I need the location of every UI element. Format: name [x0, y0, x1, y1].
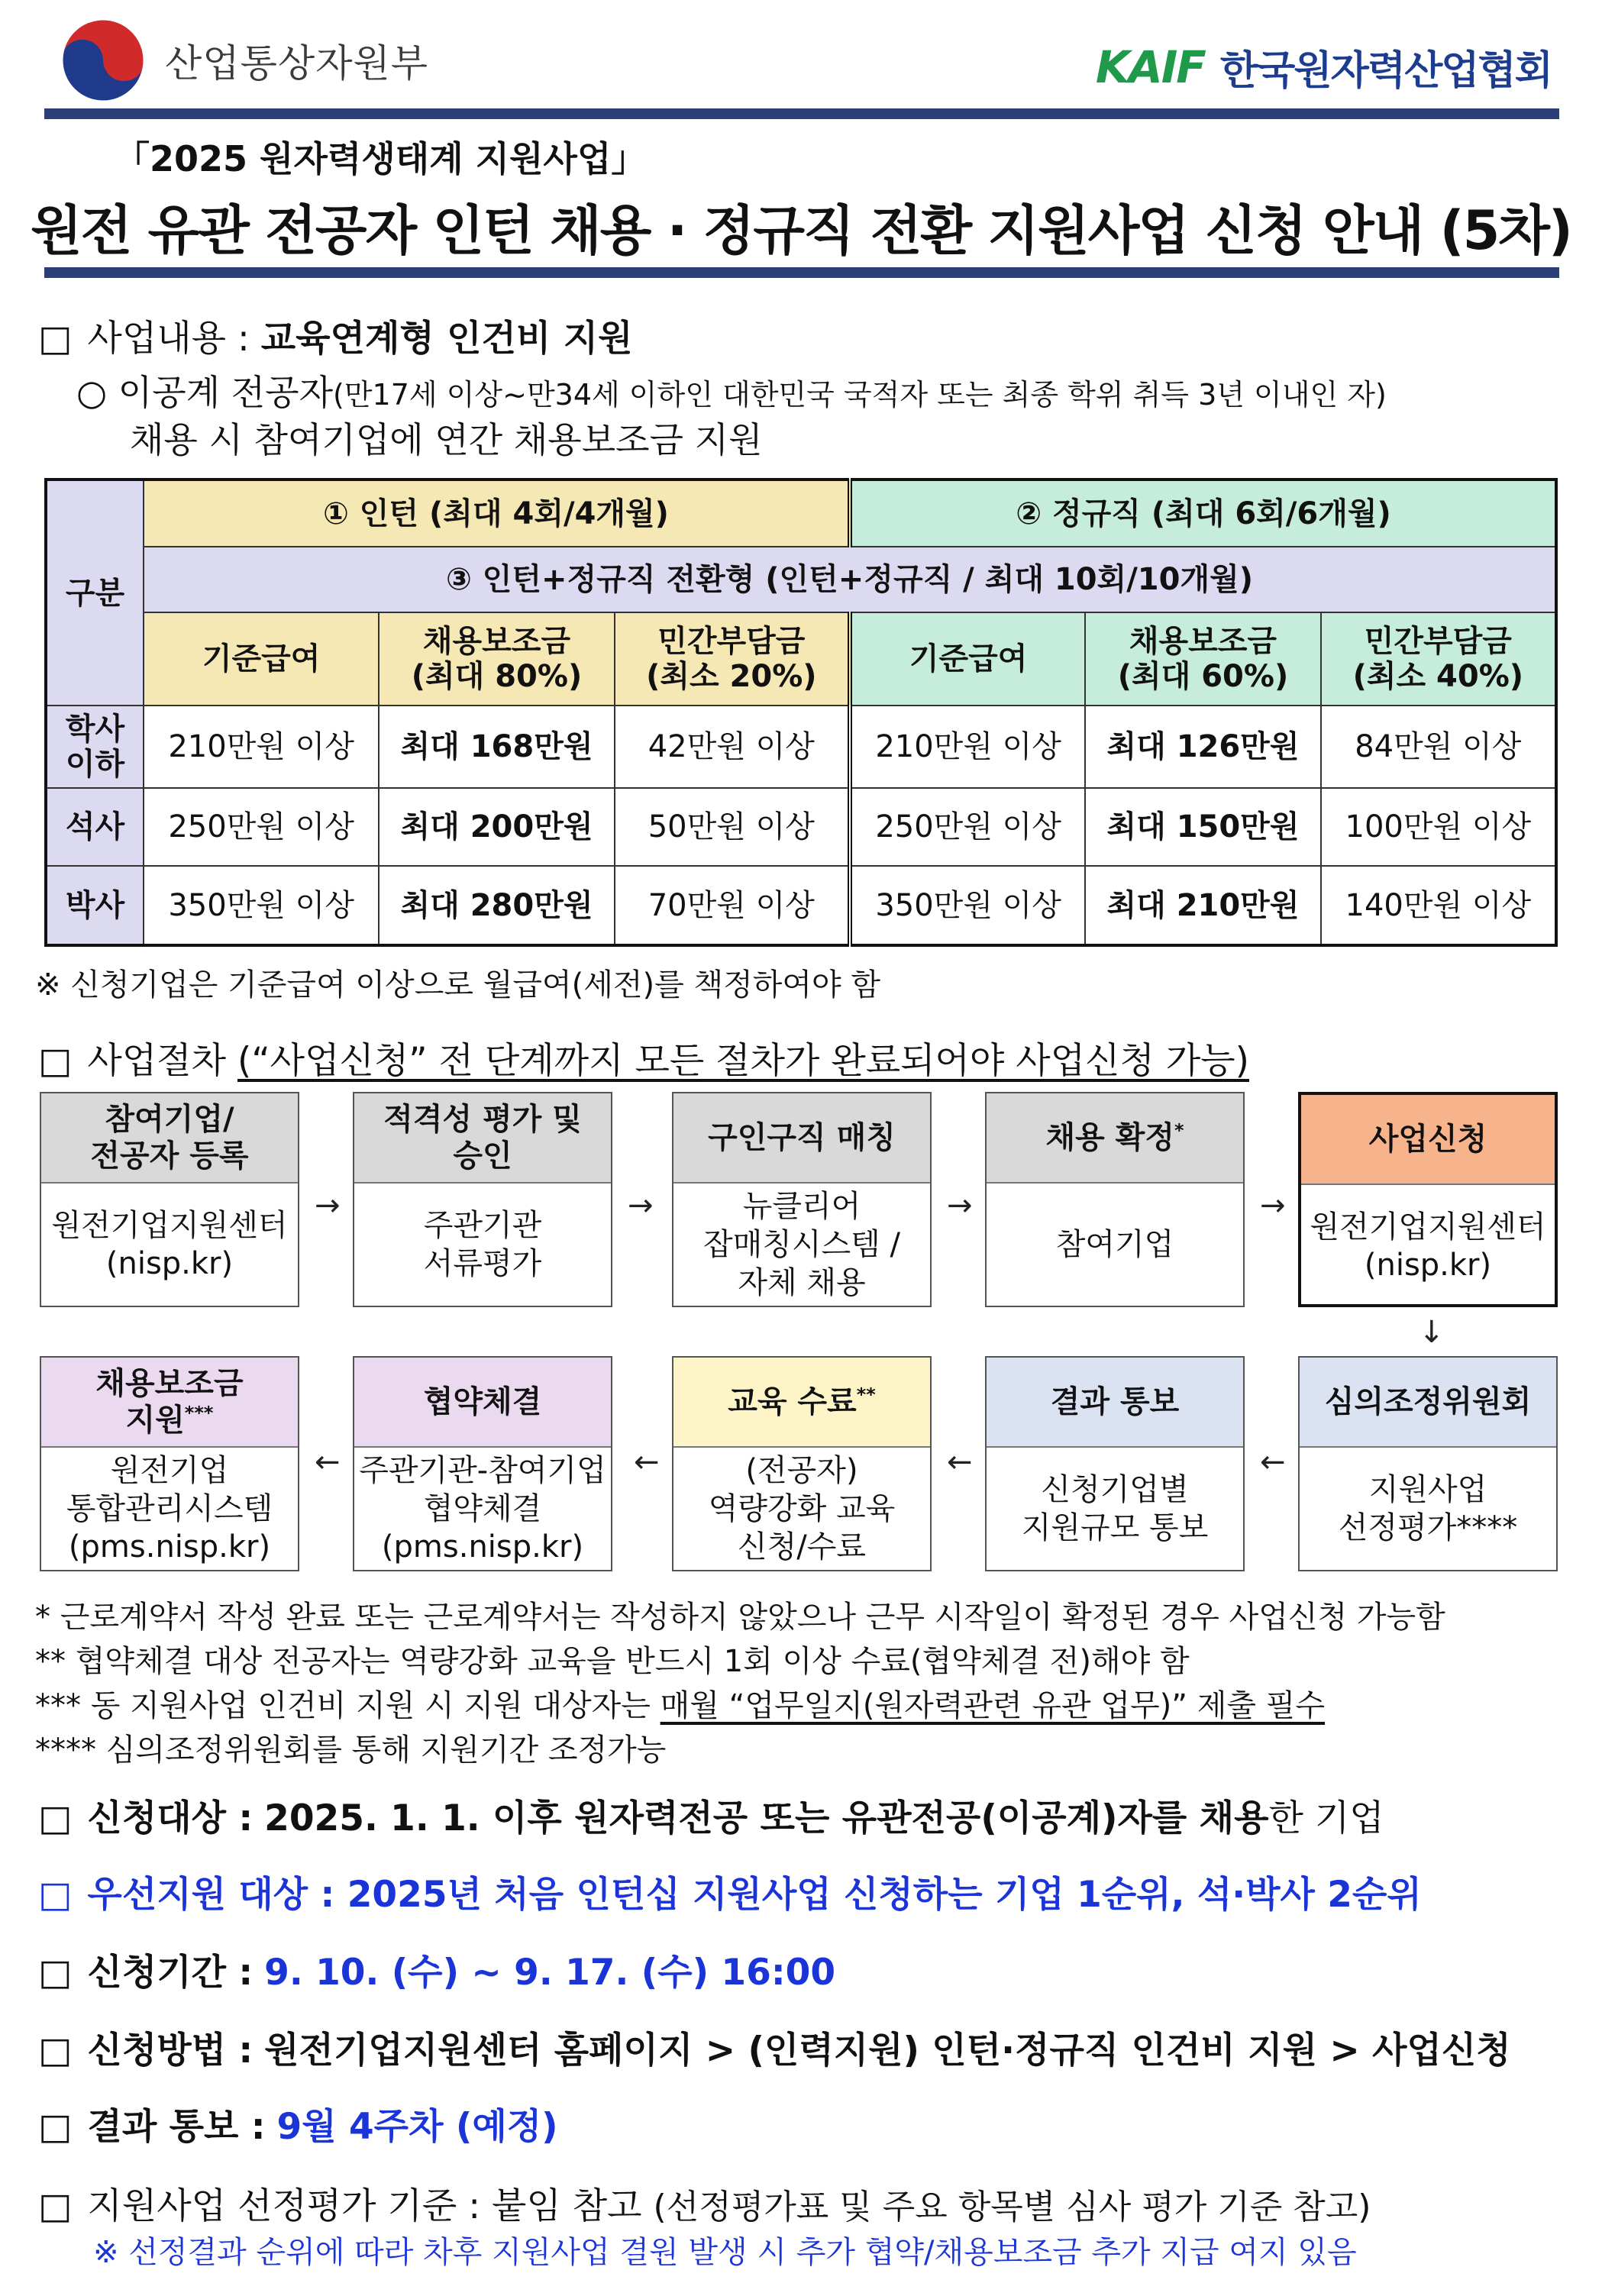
footnote-mark: ** — [856, 1384, 876, 1406]
table-row — [46, 788, 1556, 866]
step-body-l1: 주관기관-참여기업 — [359, 1453, 606, 1488]
col-subsidy-regular-l2: (최대 60%) — [1117, 659, 1289, 694]
footnote-1: * 근로계약서 작성 완료 또는 근로계약서는 작성하지 않았으나 근무 시작일이 확정된 경우 사업신청 가능함 — [35, 1600, 1445, 1635]
period-label: 신청기간 : — [87, 1952, 254, 1994]
step-body-l1: 뉴클리어 — [742, 1189, 861, 1224]
left-arrow-icon: ← — [1260, 1445, 1286, 1480]
cell-intern-private: 70만원 이상 — [615, 866, 850, 945]
step-matching — [672, 1092, 932, 1307]
col-subsidy-intern — [379, 612, 614, 706]
step-title: 교육 수료 — [728, 1384, 857, 1419]
business-content-line — [38, 310, 633, 361]
cell-intern-base: 250만원 이상 — [144, 788, 379, 866]
col-subsidy-intern-l2: (최대 80%) — [411, 659, 583, 694]
checkbox-bullet: □ — [38, 318, 73, 360]
col-base-salary-regular: 기준급여 — [850, 612, 1085, 706]
cell-regular-base: 210만원 이상 — [850, 706, 1085, 788]
col-private-regular — [1321, 612, 1556, 706]
footnote-3 — [35, 1681, 1325, 1725]
document-header — [0, 0, 1602, 115]
step-title: 채용 확정 — [1045, 1120, 1174, 1155]
cell-regular-subsidy: 최대 210만원 — [1085, 866, 1320, 945]
procedure-label: 사업절차 — [87, 1040, 227, 1082]
kaif-logo-mark: KAIF — [1095, 40, 1205, 93]
checkbox-bullet: □ — [38, 2106, 73, 2148]
checkbox-bullet: □ — [38, 2185, 73, 2227]
col-private-intern-l1: 민간부담금 — [657, 624, 806, 659]
step-review-committee — [1298, 1356, 1558, 1571]
ministry-name: 산업통상자원부 — [165, 41, 429, 86]
step-body-l2: 지원규모 통보 — [1021, 1510, 1209, 1545]
cell-intern-subsidy: 최대 168만원 — [379, 706, 614, 788]
step-body-l3: 자체 채용 — [738, 1265, 866, 1300]
period-line — [38, 1944, 835, 1995]
kaif-logo — [1096, 38, 1552, 95]
col-subsidy-regular — [1085, 612, 1320, 706]
step-title-l1: 참여기업/ — [105, 1102, 234, 1137]
subsidy-text: 채용 시 참여기업에 연간 채용보조금 지원 — [130, 419, 763, 460]
degree-bachelor-l1: 학사 — [65, 712, 125, 747]
eligibility-detail: (만17세 이상~만34세 이하인 대한민국 국적자 또는 최종 학위 취득 3년 이내인 자) — [333, 378, 1387, 412]
step-agreement — [353, 1356, 612, 1571]
footnote-2: ** 협약체결 대상 전공자는 역량강화 교육을 반드시 1회 이상 수료(협약체결 전)해야 함 — [35, 1644, 1190, 1679]
left-arrow-icon: ← — [634, 1445, 660, 1480]
col-private-regular-l1: 민간부담금 — [1364, 624, 1512, 659]
step-title: 사업신청 — [1368, 1122, 1487, 1157]
footnote-mark: *** — [184, 1402, 214, 1424]
down-arrow-icon: ↓ — [1419, 1315, 1445, 1350]
business-label: 사업내용 : — [87, 318, 250, 360]
criteria-label: 지원사업 선정평가 기준 : 붙임 참고 — [87, 2185, 642, 2227]
cell-regular-base: 250만원 이상 — [850, 788, 1085, 866]
ministry-logo — [58, 18, 428, 102]
target-value: 2025. 1. 1. 이후 원자력전공 또는 유관전공(이공계)자를 채용 — [264, 1797, 1269, 1839]
step-body-l1: 주관기관 — [423, 1208, 542, 1243]
degree-doctor: 박사 — [46, 866, 144, 945]
right-arrow-icon: → — [947, 1188, 973, 1223]
priority-line — [38, 1866, 1422, 1917]
method-label: 신청방법 : — [87, 2030, 254, 2072]
degree-bachelor-l2: 이하 — [65, 747, 125, 782]
table-row — [46, 866, 1556, 945]
cell-regular-private: 100만원 이상 — [1321, 788, 1556, 866]
table-row — [46, 706, 1556, 788]
cell-intern-subsidy: 최대 200만원 — [379, 788, 614, 866]
step-title: 협약체결 — [423, 1384, 542, 1419]
cell-intern-private: 50만원 이상 — [615, 788, 850, 866]
target-value-rest: 한 기업 — [1268, 1797, 1384, 1839]
subsidy-table — [44, 478, 1558, 947]
taeguk-emblem-icon — [58, 15, 148, 105]
table-note: ※ 신청기업은 기준급여 이상으로 월급여(세전)를 책정하여야 함 — [35, 967, 881, 1003]
kaif-name: 한국원자력산업협회 — [1219, 48, 1552, 94]
step-body-l1: 지원사업 — [1368, 1472, 1487, 1507]
method-value: 원전기업지원센터 홈페이지 > (인력지원) 인턴·정규직 인건비 지원 > 사업신청 — [264, 2030, 1511, 2072]
footnote-3-text: *** 동 지원사업 인건비 지원 시 지원 대상자는 — [35, 1688, 661, 1723]
step-body-l2: 선정평가**** — [1338, 1510, 1518, 1545]
step-title-l2: 지원 — [125, 1403, 185, 1438]
step-body-l1: 원전기업 — [110, 1453, 229, 1488]
title-top-rule — [44, 108, 1559, 119]
checkbox-bullet: □ — [38, 2030, 73, 2072]
right-arrow-icon: → — [628, 1188, 654, 1223]
cell-regular-subsidy: 최대 150만원 — [1085, 788, 1320, 866]
step-body-l2: (nisp.kr) — [105, 1246, 234, 1281]
step-body-l2: 잡매칭시스템 / — [702, 1227, 901, 1262]
step-education — [672, 1356, 932, 1571]
footnote-4: **** 심의조정위원회를 통해 지원기간 조정가능 — [35, 1732, 667, 1768]
title-bottom-rule — [44, 267, 1559, 278]
procedure-line — [38, 1032, 1249, 1083]
col-subsidy-intern-l1: 채용보조금 — [422, 624, 571, 659]
step-title-l1: 채용보조금 — [95, 1366, 244, 1401]
period-value: 9. 10. (수) ~ 9. 17. (수) 16:00 — [264, 1952, 836, 1994]
page-title: 원전 유관 전공자 인턴 채용 · 정규직 전환 지원사업 신청 안내 (5차) — [31, 199, 1571, 262]
step-body-l2: 역량강화 교육 — [708, 1491, 896, 1526]
step-apply — [1298, 1092, 1558, 1307]
col-private-intern-l2: (최소 20%) — [646, 659, 817, 694]
cell-intern-base: 210만원 이상 — [144, 706, 379, 788]
step-body-l1: 신청기업별 — [1041, 1472, 1189, 1507]
target-label: 신청대상 : — [87, 1797, 254, 1839]
checkbox-bullet: □ — [38, 1040, 73, 1082]
result-label: 결과 통보 : — [87, 2106, 266, 2148]
regular-header: ② 정규직 (최대 6회/6개월) — [850, 480, 1556, 547]
right-arrow-icon: → — [1260, 1188, 1286, 1223]
col-private-regular-l2: (최소 40%) — [1352, 659, 1524, 694]
result-line — [38, 2098, 558, 2149]
cell-regular-private: 140만원 이상 — [1321, 866, 1556, 945]
step-body-l3: (pms.nisp.kr) — [381, 1529, 584, 1565]
right-arrow-icon: → — [315, 1188, 341, 1223]
step-body-l1: 원전기업지원센터 — [1310, 1209, 1546, 1245]
step-register — [40, 1092, 299, 1307]
cell-regular-subsidy: 최대 126만원 — [1085, 706, 1320, 788]
eligibility-main: 이공계 전공자 — [118, 372, 334, 413]
step-subsidy-payment — [40, 1356, 299, 1571]
circle-bullet: ○ — [76, 372, 108, 413]
step-title-l2: 승인 — [453, 1138, 512, 1174]
step-body-l2: 서류평가 — [423, 1246, 542, 1281]
step-body-l1: (전공자) — [745, 1453, 858, 1488]
program-subtitle: 「2025 원자력생태계 지원사업」 — [115, 138, 647, 179]
method-line — [38, 2022, 1511, 2073]
step-title-l2: 전공자 등록 — [90, 1138, 249, 1174]
checkbox-bullet: □ — [38, 1797, 73, 1839]
cell-regular-base: 350만원 이상 — [850, 866, 1085, 945]
cell-intern-base: 350만원 이상 — [144, 866, 379, 945]
checkbox-bullet: □ — [38, 1952, 73, 1994]
step-body-l3: (pms.nisp.kr) — [68, 1529, 271, 1565]
degree-master: 석사 — [46, 788, 144, 866]
col-subsidy-regular-l1: 채용보조금 — [1129, 624, 1277, 659]
criteria-note: ※ 선정결과 순위에 따라 차후 지원사업 결원 발생 시 추가 협약/채용보조금 추가 지급 여지 있음 — [93, 2235, 1357, 2270]
col-private-intern — [615, 612, 850, 706]
conversion-header: ③ 인턴+정규직 전환형 (인턴+정규직 / 최대 10회/10개월) — [144, 547, 1556, 612]
step-body-l2: 통합관리시스템 — [66, 1491, 273, 1526]
left-arrow-icon: ← — [947, 1445, 973, 1480]
procedure-note: (“사업신청” 전 단계까지 모든 절차가 완료되어야 사업신청 가능) — [237, 1040, 1249, 1082]
col-base-salary-intern: 기준급여 — [144, 612, 379, 706]
table-gubun-header: 구분 — [46, 480, 144, 706]
footnote-mark: * — [1174, 1119, 1184, 1142]
step-body-l2: (nisp.kr) — [1364, 1248, 1492, 1283]
footnote-3-emphasis: 매월 “업무일지(원자력관련 유관 업무)” 제출 필수 — [660, 1688, 1325, 1723]
result-value: 9월 4주차 (예정) — [276, 2106, 558, 2148]
step-body-l1: 원전기업지원센터 — [51, 1208, 288, 1243]
step-title: 구인구직 매칭 — [708, 1120, 896, 1155]
cell-intern-private: 42만원 이상 — [615, 706, 850, 788]
step-title: 심의조정위원회 — [1324, 1384, 1532, 1419]
intern-header: ① 인턴 (최대 4회/4개월) — [144, 480, 850, 547]
checkbox-bullet: □ — [38, 1874, 73, 1916]
step-hire-confirm — [985, 1092, 1245, 1307]
step-eligibility — [353, 1092, 612, 1307]
step-body-l3: 신청/수료 — [737, 1529, 867, 1565]
subsidy-line — [130, 412, 763, 463]
business-value: 교육연계형 인건비 지원 — [260, 318, 633, 360]
eligibility-line — [76, 365, 1387, 415]
step-body-l1: 참여기업 — [1055, 1227, 1174, 1262]
cell-intern-subsidy: 최대 280만원 — [379, 866, 614, 945]
target-line — [38, 1790, 1384, 1841]
criteria-paren: (선정평가표 및 주요 항목별 심사 평가 기준 참고) — [653, 2188, 1371, 2227]
criteria-line — [38, 2178, 1371, 2229]
left-arrow-icon: ← — [315, 1445, 341, 1480]
priority-text: 우선지원 대상 : 2025년 처음 인턴십 지원사업 신청하는 기업 1순위, 석·박사 2순위 — [87, 1874, 1422, 1916]
step-title-l1: 적격성 평가 및 — [383, 1102, 582, 1137]
cell-regular-private: 84만원 이상 — [1321, 706, 1556, 788]
step-title: 결과 통보 — [1050, 1384, 1180, 1419]
step-body-l2: 협약체결 — [423, 1491, 542, 1526]
step-result-notice — [985, 1356, 1245, 1571]
degree-bachelor — [46, 706, 144, 788]
